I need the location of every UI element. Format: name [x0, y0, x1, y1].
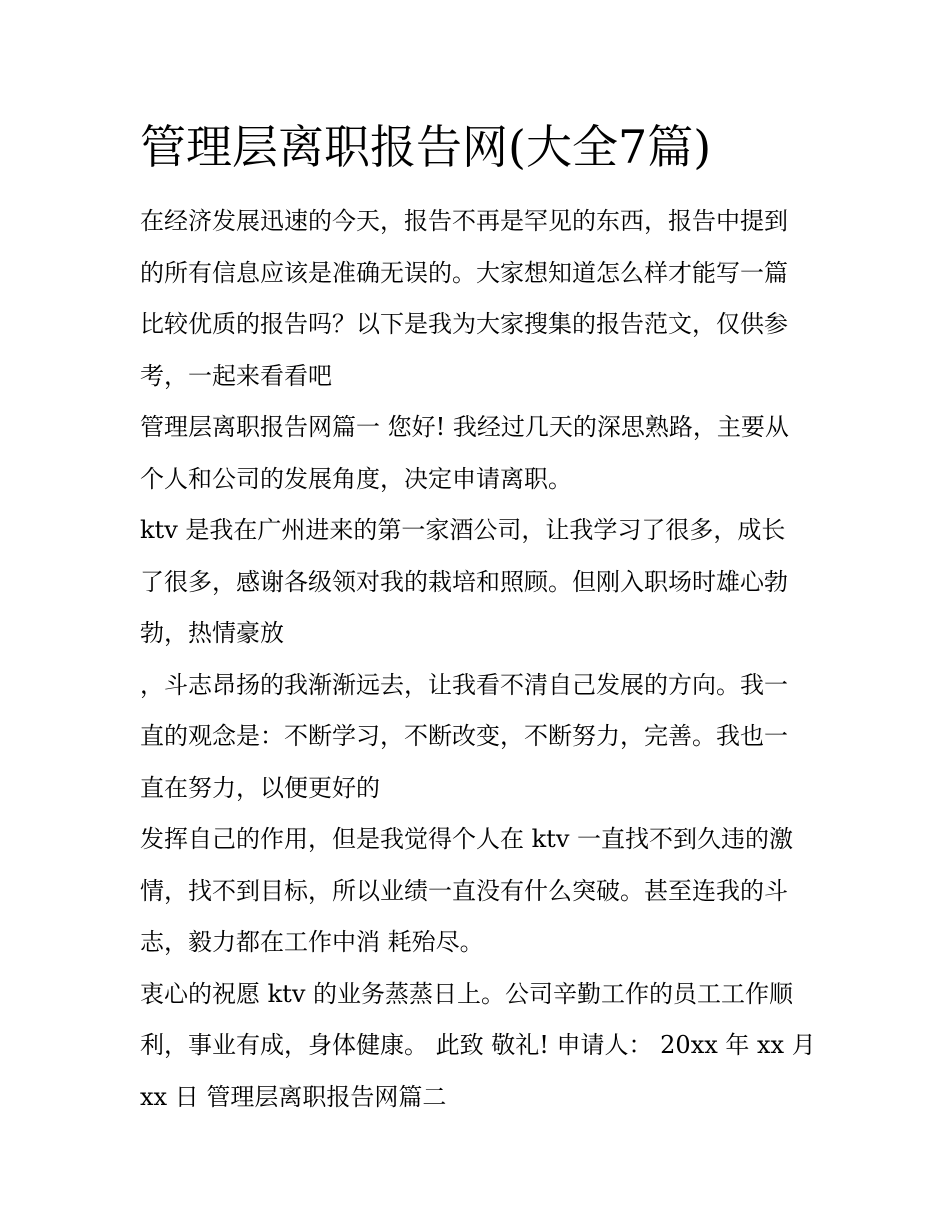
- body-line: 了很多，感谢各级领对我的栽培和照顾。但刚入职场时雄心勃: [140, 567, 788, 596]
- body-line: 比较优质的报告吗？以下是我为大家搜集的报告范文，仅供参: [140, 310, 788, 338]
- body-line: 直的观念是：不断学习，不断改变，不断努力，完善。我也一: [140, 722, 788, 750]
- document-title: 管理层离职报告网(大全7篇): [140, 120, 712, 174]
- body-line: 考，一起来看看吧: [140, 361, 332, 390]
- body-line: 直在努力，以便更好的: [140, 773, 380, 802]
- body-line: 在经济发展迅速的今天，报告不再是罕见的东西，报告中提到: [140, 207, 788, 235]
- body-line: 个人和公司的发展角度，决定申请离职。: [140, 464, 572, 493]
- body-line: 的所有信息应该是准确无误的。大家想知道怎么样才能写一篇: [140, 258, 788, 287]
- body-line: 情，找不到目标，所以业绩一直没有什么突破。甚至连我的斗: [140, 876, 788, 905]
- body-line: ktv 是我在广州进来的第一家酒公司，让我学习了很多，成长: [140, 516, 786, 544]
- body-line: 利，事业有成，身体健康。 此致 敬礼! 申请人： 20xx 年 xx 月: [140, 1031, 816, 1059]
- body-line: 发挥自己的作用，但是我觉得个人在 ktv 一直找不到久违的激: [140, 825, 794, 853]
- body-line: 衷心的祝愿 ktv 的业务蒸蒸日上。公司辛勤工作的员工工作顺: [140, 979, 794, 1008]
- body-line: 管理层离职报告网篇一 您好! 我经过几天的深思熟路，主要从: [140, 413, 789, 441]
- body-line: 勃，热情豪放: [140, 619, 284, 647]
- body-line: xx 日 管理层离职报告网篇二: [140, 1082, 447, 1111]
- body-line: ，斗志昂扬的我渐渐远去，让我看不清自己发展的方向。我一: [140, 670, 788, 699]
- document-body: [140, 196, 820, 1123]
- body-line: 志，毅力都在工作中消 耗殆尽。: [140, 928, 484, 956]
